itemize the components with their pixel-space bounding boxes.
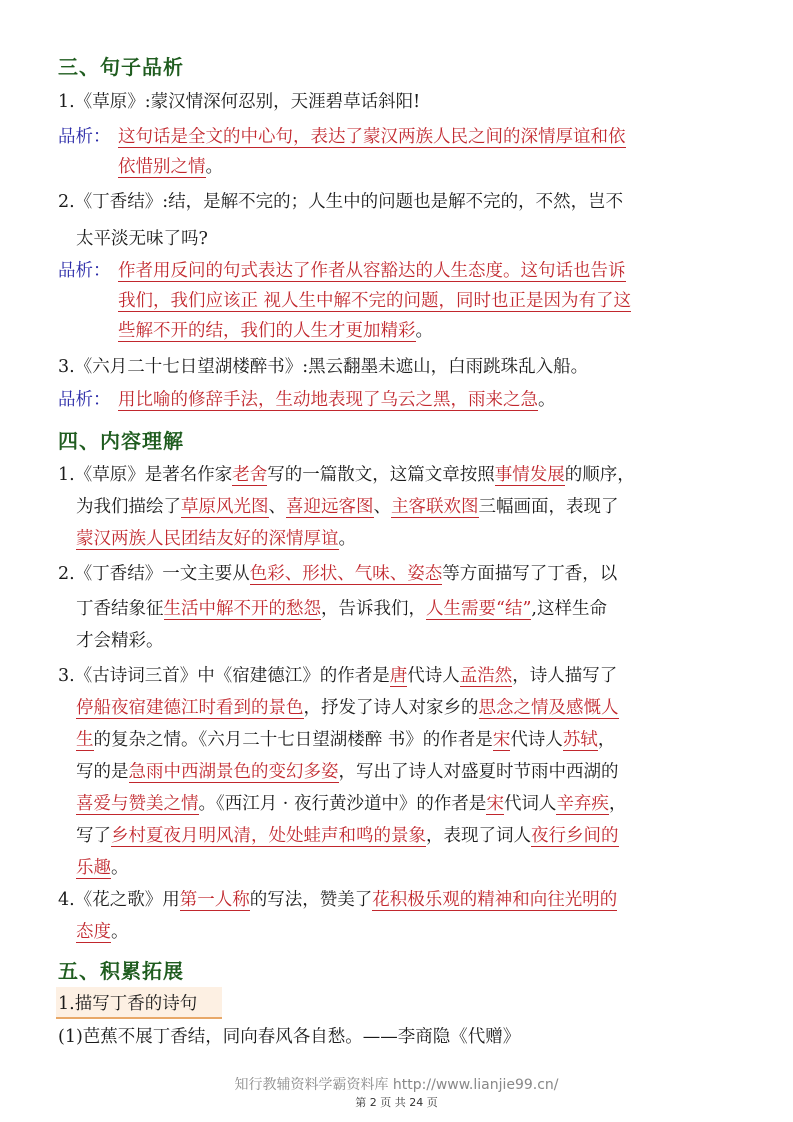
- analysis-2-text-2: [118, 289, 631, 313]
- page-number: 第 2 页 共 24 页: [355, 1096, 438, 1109]
- poem-line-1: (1)芭蕉不展丁香结，同向春风各自愁。——李商隐《代赠》: [58, 1027, 521, 1047]
- analysis-3-text: 用比喻的修辞手法，生动地表现了乌云之黑，雨来之急。: [118, 390, 556, 410]
- subheading-lilac-poems: 1.描写丁香的诗句: [58, 994, 198, 1014]
- analysis-3-label: 品析：: [58, 390, 111, 410]
- section-heading-content-understanding: 四、内容理解: [58, 429, 184, 453]
- item-3-line-3: 生的复杂之情。《六月二十七日望湖楼醉 书》的作者是宋代诗人苏轼，: [76, 730, 616, 750]
- item-3-line-2: 停船夜宿建德江时看到的景色，抒发了诗人对家乡的思念之情及感慨人: [76, 698, 619, 718]
- analysis-label: 品析: [58, 390, 93, 410]
- analysis-1-text-2: 依惜别之情。: [118, 157, 223, 177]
- subheading-box: [56, 987, 222, 1019]
- analysis-label: 品析: [58, 127, 93, 147]
- section-heading-sentence-analysis: 三、句子品析: [58, 55, 184, 79]
- item-1-line-1: 1.《草原》是著名作家老舍写的一篇散文，这篇文章按照事情发展的顺序，: [58, 465, 635, 485]
- item-3-line-7: 乐趣。: [76, 858, 129, 878]
- question-2-line-2: 太平淡无味了吗?: [76, 229, 208, 249]
- item-2-line-3: 才会精彩。: [76, 631, 164, 651]
- analysis-1-line-1: 品析：: [58, 127, 111, 147]
- analysis-2-text-3: 些解不开的结，我们的人生才更加精彩。: [118, 321, 433, 341]
- answer-text: 这句话是全文的中心句，表达了蒙汉两族人民之间的深情厚谊和依: [118, 127, 626, 147]
- answer-text: 用比喻的修辞手法，生动地表现了乌云之黑，雨来之急: [118, 390, 538, 410]
- section-heading-accumulation: 五、积累拓展: [58, 959, 184, 983]
- answer-text: 作者用反问的句式表达了作者从容豁达的人生态度。这句话也告诉: [118, 261, 626, 281]
- analysis-2-text-1: [118, 259, 626, 283]
- answer-text: 依惜别之情: [118, 157, 206, 177]
- question-1: 1.《草原》:蒙汉情深何忍别，天涯碧草话斜阳!: [58, 92, 421, 112]
- item-3-line-4: 写的是急雨中西湖景色的变幻多姿，写出了诗人对盛夏时节雨中西湖的: [76, 762, 619, 782]
- item-4-line-1: 4.《花之歌》用第一人称的写法，赞美了花积极乐观的精神和向往光明的: [58, 890, 618, 910]
- analysis-2-label: 品析：: [58, 261, 111, 281]
- item-2-line-2: 丁香结象征生活中解不开的愁怨，告诉我们，人生需要“结”,这样生命: [76, 599, 607, 619]
- footer-source: 知行教辅资料学霸资料库 http://www.lianjie99.cn/: [234, 1077, 559, 1093]
- analysis-1-text-1: [118, 125, 626, 149]
- item-3-line-6: 写了乡村夏夜月明风清，处处蛙声和鸣的景象，表现了词人夜行乡间的: [76, 826, 619, 846]
- item-4-line-2: 态度。: [76, 922, 129, 942]
- item-1-line-3: 蒙汉两族人民团结友好的深情厚谊。: [76, 529, 356, 549]
- question-2-line-1: 2.《丁香结》:结，是解不完的；人生中的问题也是解不完的，不然，岂不: [58, 192, 624, 212]
- answer-text: 我们，我们应该正 视人生中解不完的问题，同时也正是因为有了这: [118, 291, 632, 311]
- item-3-line-5: 喜爱与赞美之情。《西江月 · 夜行黄沙道中》的作者是宋代词人辛弃疾，: [76, 794, 627, 814]
- item-1-line-2: 为我们描绘了草原风光图、喜迎远客图、主客联欢图三幅画面，表现了: [76, 497, 619, 517]
- answer-text: 些解不开的结，我们的人生才更加精彩: [118, 321, 416, 341]
- item-2-line-1: 2.《丁香结》一文主要从色彩、形状、气味、姿态等方面描写了丁香，以: [58, 564, 618, 584]
- question-3: 3.《六月二十七日望湖楼醉书》:黑云翻墨未遮山，白雨跳珠乱入船。: [58, 357, 589, 377]
- analysis-label: 品析: [58, 261, 93, 281]
- item-3-line-1: 3.《古诗词三首》中《宿建德江》的作者是唐代诗人孟浩然，诗人描写了: [58, 666, 618, 686]
